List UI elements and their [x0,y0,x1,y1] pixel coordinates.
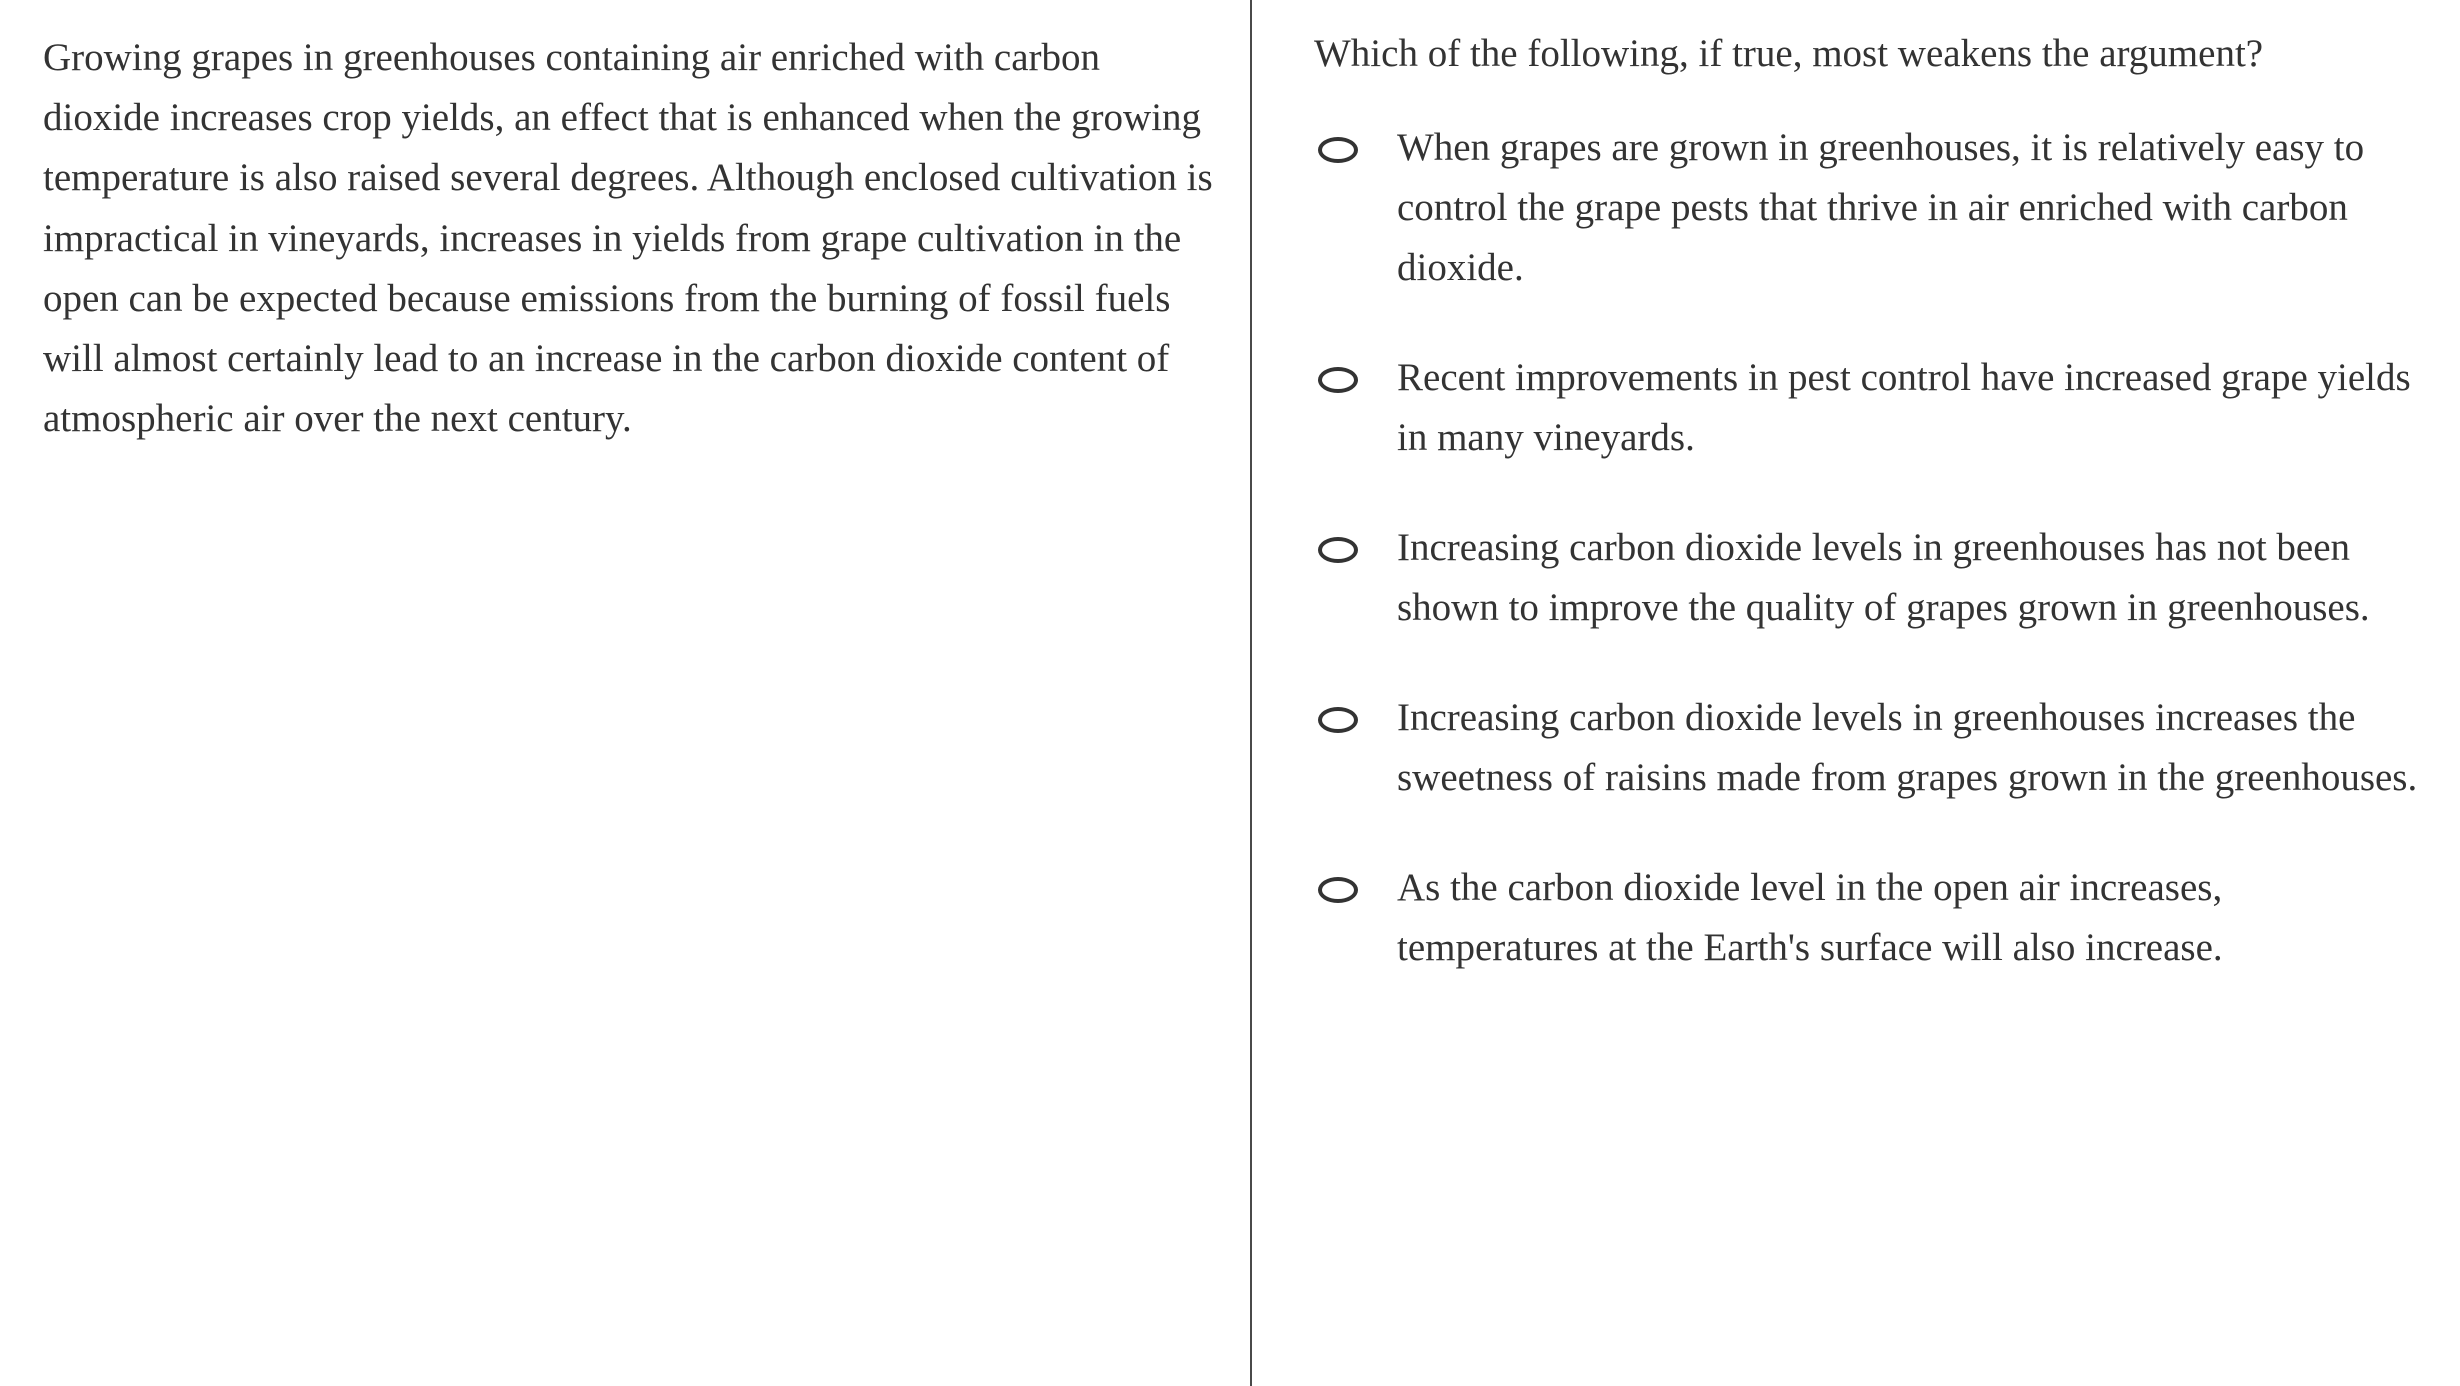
answer-option-text: As the carbon dioxide level in the open air increases, temperatures at the Earth's surface will also increase. [1397,866,2223,969]
radio-unselected-icon[interactable] [1318,707,1358,733]
answer-option-text: Increasing carbon dioxide levels in greenhouses has not been shown to improve the quality of grapes grown in greenhouses. [1397,526,2370,629]
answer-option-text: When grapes are grown in greenhouses, it is relatively easy to control the grape pests that thrive in air enriched with carbon dioxide. [1397,126,2365,289]
question-stem: Which of the following, if true, most weakens the argument? [1314,32,2264,75]
passage-text: Growing grapes in greenhouses containing air enriched with carbon dioxide increases crop yields, an effect that is enhanced when the growing temperature is also raised several degrees. Although enclosed cultivation is impractical in vineyards, increases in yields from grape cultivation in the open can be expected because emissions from the burning of fossil fuels will almost certainly lead to an increase in the carbon dioxide content of atmospheric air over the next century. [43,36,1213,441]
answer-option-d[interactable] [1314,688,2430,808]
pane-divider[interactable] [1250,0,1252,1386]
answer-option-b[interactable] [1314,348,2430,468]
answer-option-text: Increasing carbon dioxide levels in greenhouses increases the sweetness of raisins made from grapes grown in the greenhouses. [1397,696,2418,799]
question-pane [1253,0,2460,1386]
radio-unselected-icon[interactable] [1318,877,1358,903]
radio-unselected-icon[interactable] [1318,137,1358,163]
radio-unselected-icon[interactable] [1318,537,1358,563]
radio-unselected-icon[interactable] [1318,367,1358,393]
answer-option-c[interactable] [1314,518,2430,638]
answer-options [1314,118,2430,978]
answer-option-e[interactable] [1314,858,2430,978]
answer-option-text: Recent improvements in pest control have increased grape yields in many vineyards. [1397,356,2411,459]
answer-option-a[interactable] [1314,118,2430,298]
